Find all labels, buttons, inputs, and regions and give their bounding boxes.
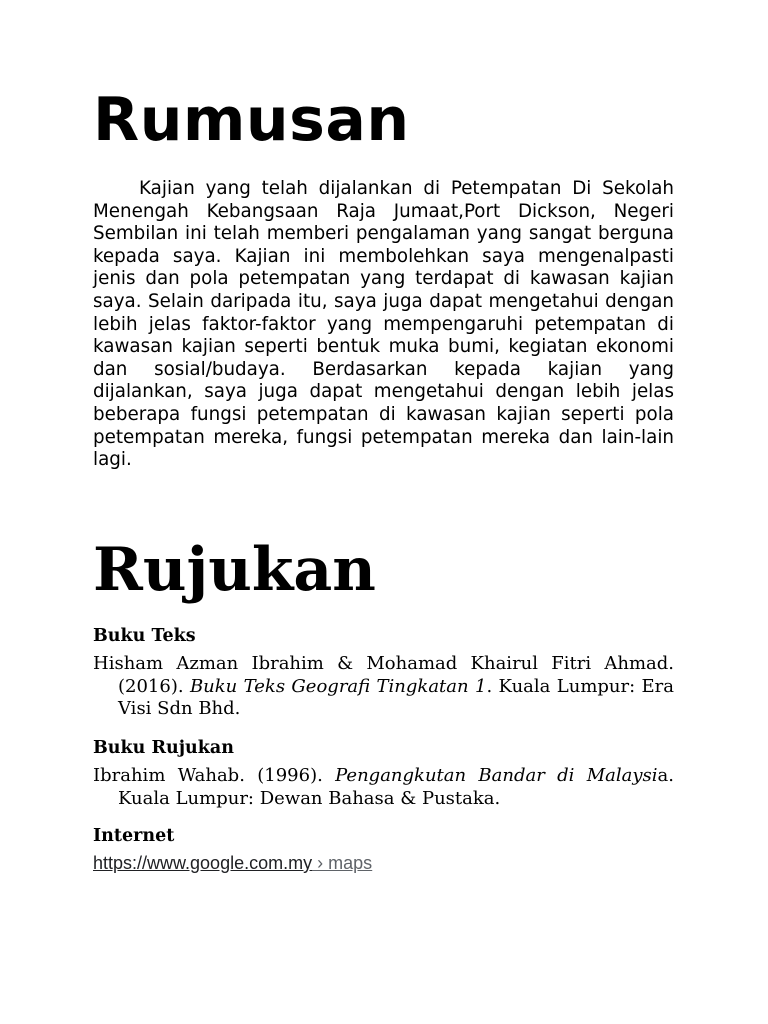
rumusan-heading: Rumusan (93, 85, 410, 155)
rumusan-paragraph: Kajian yang telah dijalankan di Petempatan Di Sekolah Menengah Kebangsaan Raja Jumaat,Port Dickson, Negeri Sembilan ini telah memberi pengalaman yang sangat berguna kepada saya. Kajian ini membolehkan saya mengenalpasti jenis dan pola petempatan yang terdapat di kawasan kajian saya. Selain daripada itu, saya juga dapat mengetahui dengan lebih jelas faktor-faktor yang mempengaruhi petempatan di kawasan kajian seperti bentuk muka bumi, kegiatan ekonomi dan sosial/budaya. Berdasarkan kepada kajian yang dijalankan, saya juga dapat mengetahui dengan lebih jelas beberapa fungsi petempatan di kawasan kajian seperti pola petempatan mereka, fungsi petempatan mereka dan lain-lain lagi. (93, 178, 674, 471)
buku-rujukan-heading: Buku Rujukan (93, 738, 234, 758)
internet-reference (93, 852, 372, 874)
buku-rujukan-ref-publisher: a. Kuala Lumpur: Dewan Bahasa & Pustaka. (118, 765, 674, 809)
internet-breadcrumb: › maps (312, 853, 373, 873)
buku-rujukan-ref-title: Pengangkutan Bandar di Malaysi (335, 765, 658, 786)
buku-teks-reference (93, 653, 674, 721)
buku-teks-heading: Buku Teks (93, 626, 196, 646)
buku-rujukan-ref-authors: Ibrahim Wahab. (1996). (93, 765, 336, 786)
internet-link[interactable] (93, 853, 372, 873)
buku-teks-ref-title: Buku Teks Geografi Tingkatan 1 (189, 675, 487, 697)
rujukan-heading: Rujukan (93, 535, 376, 605)
internet-url: https://www.google.com.my (93, 853, 313, 873)
internet-heading: Internet (93, 826, 175, 846)
buku-teks-ref-publisher: . Kuala Lumpur: Era Visi Sdn Bhd. (118, 675, 675, 719)
buku-teks-ref-authors: Hisham Azman Ibrahim & Mohamad Khairul Fitri Ahmad. (2016). (93, 653, 674, 697)
buku-rujukan-reference (93, 765, 674, 810)
